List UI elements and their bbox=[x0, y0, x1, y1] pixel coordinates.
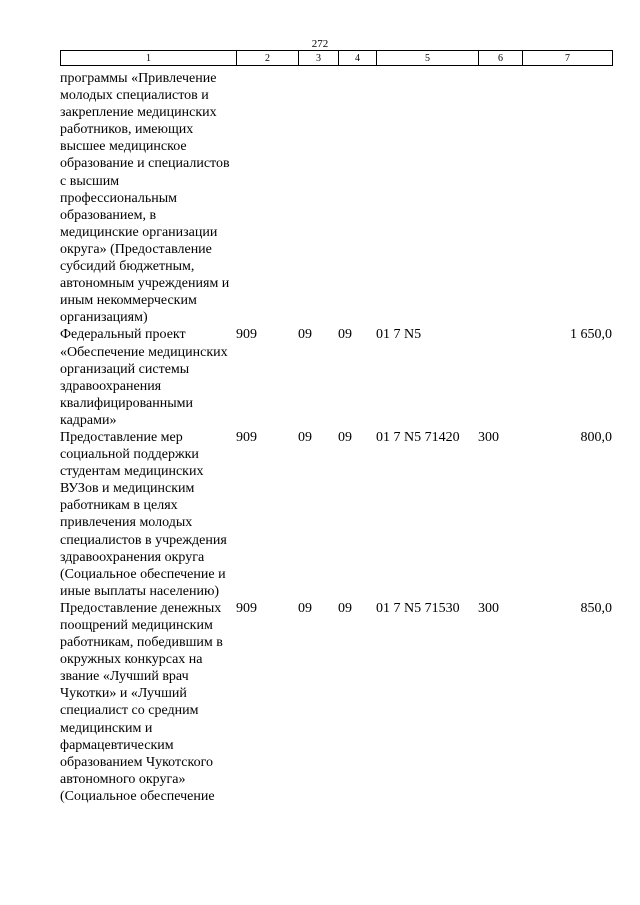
row-ministry-code: 909 bbox=[236, 327, 257, 343]
page-number: 272 bbox=[311, 38, 329, 50]
budget-rows bbox=[60, 70, 612, 805]
row-description: программы «Привлечение молодых специалистов и закрепление медицинских работников, имеющих высшее медицинское образование и специалистов с высшим профессиональным образованием, в медицинские организации округа» (Предоставление субсидий бюджетным, автономным учреждениям и иным некоммерческим организациям) bbox=[60, 71, 230, 326]
row-expense-type: 300 bbox=[478, 429, 499, 445]
column-header-6: 6 bbox=[479, 51, 523, 66]
row-description: Предоставление денежных поощрений медицинским работникам, победившим в окружных конкурсах на звание «Лучший врач Чукотки» и «Лучший специалист со средним медицинским и фармацевтическим образованием Чукотского автономного округа» (Социальное обеспечение bbox=[60, 600, 223, 804]
table-row bbox=[60, 70, 612, 326]
column-header-2: 2 bbox=[237, 51, 299, 66]
column-header-3: 3 bbox=[299, 51, 339, 66]
column-header-4: 4 bbox=[339, 51, 377, 66]
table-row bbox=[60, 429, 612, 600]
column-header-7: 7 bbox=[523, 51, 613, 66]
row-ministry-code: 909 bbox=[236, 429, 257, 445]
column-header-1: 1 bbox=[61, 51, 237, 66]
row-target-article: 01 7 N5 bbox=[376, 327, 422, 343]
row-subsection-code: 09 bbox=[338, 429, 352, 445]
column-header-5: 5 bbox=[377, 51, 479, 66]
row-description: Предоставление мер социальной поддержки студентам медицинских ВУЗов и медицинским работникам в целях привлечения молодых специалистов в учреждения здравоохранения округа (Социальное обеспечение и иные выплаты населению) bbox=[60, 429, 227, 599]
table-row bbox=[60, 326, 612, 429]
row-amount: 800,0 bbox=[580, 429, 612, 445]
row-subsection-code: 09 bbox=[338, 327, 352, 343]
table-row bbox=[60, 600, 612, 805]
row-amount: 1 650,0 bbox=[570, 327, 612, 343]
column-header-row bbox=[61, 51, 613, 66]
row-ministry-code: 909 bbox=[236, 600, 257, 616]
row-description: Федеральный проект «Обеспечение медицинских организаций системы здравоохранения квалифицированными кадрами» bbox=[60, 327, 228, 428]
row-subsection-code: 09 bbox=[338, 600, 352, 616]
row-section-code: 09 bbox=[298, 327, 312, 343]
row-section-code: 09 bbox=[298, 600, 312, 616]
column-header-table bbox=[60, 50, 613, 66]
row-amount: 850,0 bbox=[580, 600, 612, 616]
row-expense-type: 300 bbox=[478, 600, 499, 616]
row-target-article: 01 7 N5 71530 bbox=[376, 600, 460, 616]
row-section-code: 09 bbox=[298, 429, 312, 445]
row-target-article: 01 7 N5 71420 bbox=[376, 429, 460, 445]
